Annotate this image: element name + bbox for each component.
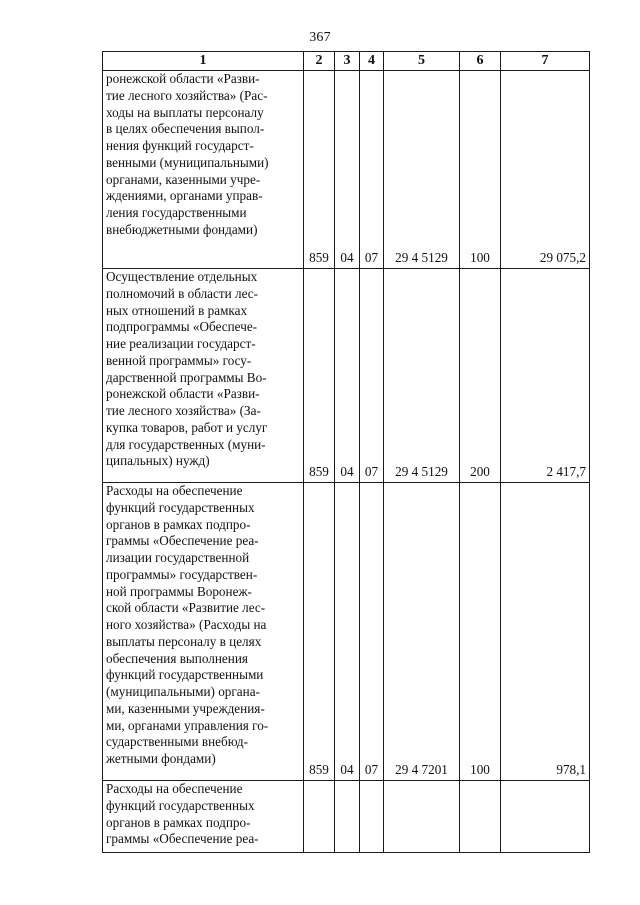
page-number: 367 [309,30,331,45]
description-line: выплаты персоналу в целях [106,633,262,649]
description-line: Расходы на обеспечение [106,483,243,498]
row-description [103,269,304,483]
description-line: дарственной программы Во- [106,369,267,385]
amount-cell: 29 075,2 [501,71,590,269]
description-line: граммы «Обеспечение реа- [106,831,259,847]
table-row [103,781,590,853]
section-code-cell: 04 [335,483,360,781]
description-line: сударственными внебюд- [106,734,249,750]
table-row [103,269,590,483]
header-col-5: 5 [384,52,460,71]
target-article-cell: 29 4 7201 [384,483,460,781]
subsection-code-cell: 07 [360,269,384,483]
description-line: органов в рамках подпро- [106,516,251,532]
description-line: ления государственными [106,205,247,220]
description-line: ронежской области «Разви- [106,71,260,86]
description-line: подпрограммы «Обеспече- [106,319,258,335]
header-col-3: 3 [335,52,360,71]
description-line: Расходы на обеспечение [106,781,243,796]
description-line: купка товаров, работ и услуг [106,419,268,435]
header-col-2: 2 [304,52,335,71]
subsection-code-cell: 07 [360,483,384,781]
description-line: ждениями, органами управ- [106,188,263,204]
description-line: ной программы Воронеж- [106,583,252,599]
target-article-cell: 29 4 5129 [384,269,460,483]
description-line: ного хозяйства» (Расходы на [106,617,267,632]
description-line: ходы на выплаты персоналу [106,104,264,120]
description-line: для государственных (муни- [106,436,266,452]
amount-cell: 978,1 [501,483,590,781]
description-line: тие лесного хозяйства» (За- [106,403,261,418]
ministry-code-cell [304,781,335,853]
description-line: внебюджетными фондами) [106,221,258,237]
description-line: в целях обеспечения выпол- [106,121,265,137]
description-line: обеспечения выполнения [106,650,248,666]
description-line: тие лесного хозяйства» (Рас- [106,87,268,103]
header-col-7: 7 [501,52,590,71]
section-code-cell: 04 [335,71,360,269]
description-line: ципальных) нужд) [106,453,210,469]
amount-cell: 2 417,7 [501,269,590,483]
description-line: (муниципальными) органа- [106,684,260,699]
description-line: ние реализации государст- [106,336,256,351]
target-article-cell: 29 4 5129 [384,71,460,269]
description-line: ных отношений в рамках [106,302,248,318]
ministry-code-cell: 859 [304,269,335,483]
description-line: полномочий в области лес- [106,285,259,301]
description-line: Осуществление отдельных [106,269,258,284]
amount-cell [501,781,590,853]
description-line: функций государственными [106,667,264,683]
description-line: ской области «Развитие лес- [106,600,266,616]
expense-type-cell [460,781,501,853]
subsection-code-cell [360,781,384,853]
description-line: нения функций государст- [106,138,254,153]
section-code-cell: 04 [335,269,360,483]
description-line: функций государственных [106,797,255,813]
table-header-row [103,52,590,71]
ministry-code-cell: 859 [304,483,335,781]
table-row [103,483,590,781]
subsection-code-cell: 07 [360,71,384,269]
description-line: функций государственных [106,499,255,515]
table-row [103,71,590,269]
description-line: граммы «Обеспечение реа- [106,533,259,549]
row-description [103,71,304,269]
header-col-1: 1 [103,52,304,71]
description-line: органов в рамках подпро- [106,814,251,830]
header-col-4: 4 [360,52,384,71]
description-line: программы» государствен- [106,566,258,582]
section-code-cell [335,781,360,853]
expense-type-cell: 100 [460,71,501,269]
description-line: жетными фондами) [106,751,216,766]
description-line: ронежской области «Разви- [106,386,260,402]
target-article-cell [384,781,460,853]
row-description [103,781,304,853]
description-line: органами, казенными учре- [106,171,261,187]
description-line: венной программы» госу- [106,352,252,368]
description-line: венными (муниципальными) [106,154,269,170]
row-description [103,483,304,781]
header-col-6: 6 [460,52,501,71]
budget-table [102,51,590,853]
description-line: ми, органами управления го- [106,717,269,733]
description-line: ми, казенными учреждения- [106,700,265,716]
expense-type-cell: 200 [460,269,501,483]
ministry-code-cell: 859 [304,71,335,269]
description-line: лизации государственной [106,550,250,565]
expense-type-cell: 100 [460,483,501,781]
